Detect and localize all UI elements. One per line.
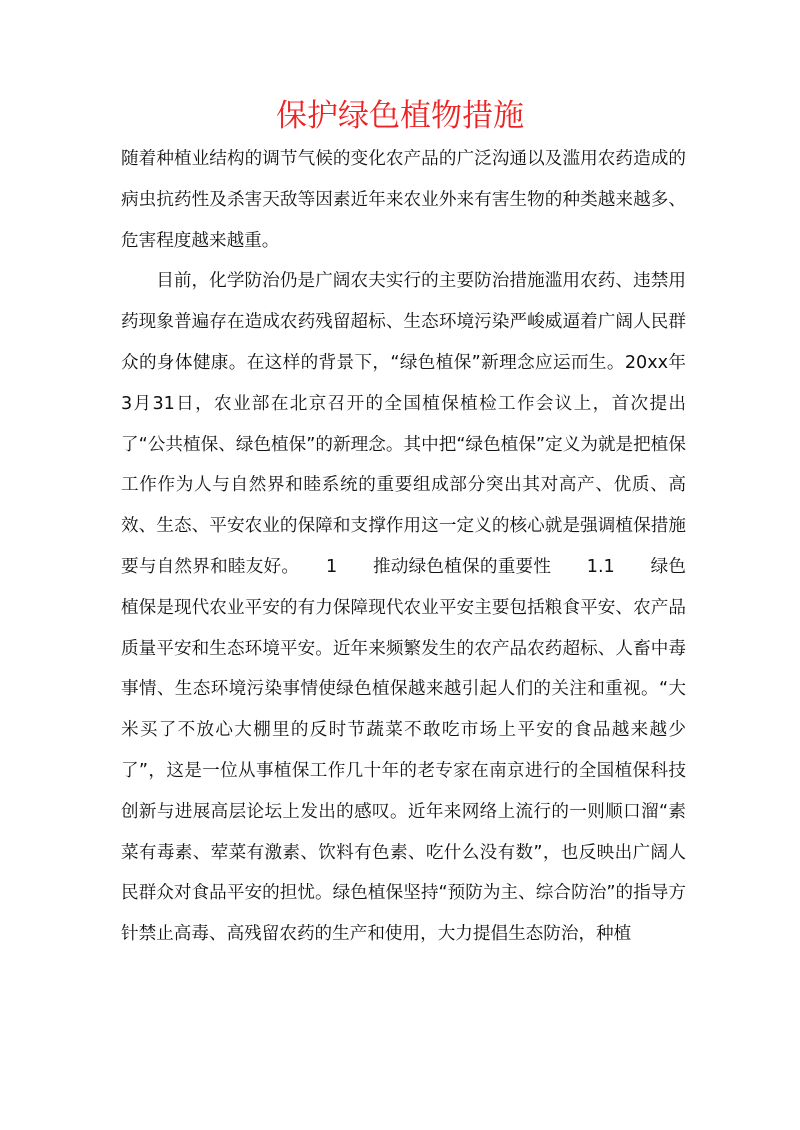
document-body (121, 139, 686, 955)
paragraph-main: 目前，化学防治仍是广阔农夫实行的主要防治措施滥用农药、违禁用药现象普遍存在造成农药残留超标、生态环境污染严峻威逼着广阔人民群众的身体健康。在这样的背景下，“绿色植保”新理念应运而生。20xx年3月31日，农业部在北京召开的全国植保植检工作会议上，首次提出了“公共植保、绿色植保”的新理念。其中把“绿色植保”定义为就是把植保工作作为人与自然界和睦系统的重要组成部分突出其对高产、优质、高效、生态、平安农业的保障和支撑作用这一定义的核心就是强调植保措施要与自然界和睦友好。 1 推动绿色植保的重要性 1.1 绿色植保是现代农业平安的有力保障现代农业平安主要包括粮食平安、农产品质量平安和生态环境平安。近年来频繁发生的农产品农药超标、人畜中毒事情、生态环境污染事情使绿色植保越来越引起人们的关注和重视。“大米买了不放心大棚里的反时节蔬菜不敢吃市场上平安的食品越来越少了”，这是一位从事植保工作几十年的老专家在南京进行的全国植保科技创新与进展高层论坛上发出的感叹。近年来网络上流行的一则顺口溜“素菜有毒素、荤菜有激素、饮料有色素、吃什么没有数”，也反映出广阔人民群众对食品平安的担忧。绿色植保坚持“预防为主、综合防治”的指导方针禁止高毒、高残留农药的生产和使用，大力提倡生态防治，种植 (121, 271, 686, 945)
page-title: 保护绿色植物措施 (276, 98, 524, 134)
paragraph-intro: 随着种植业结构的调节气候的变化农产品的广泛沟通以及滥用农药造成的病虫抗药性及杀害天敌等因素近年来农业外来有害生物的种类越来越多、危害程度越来越重。 (121, 149, 686, 251)
